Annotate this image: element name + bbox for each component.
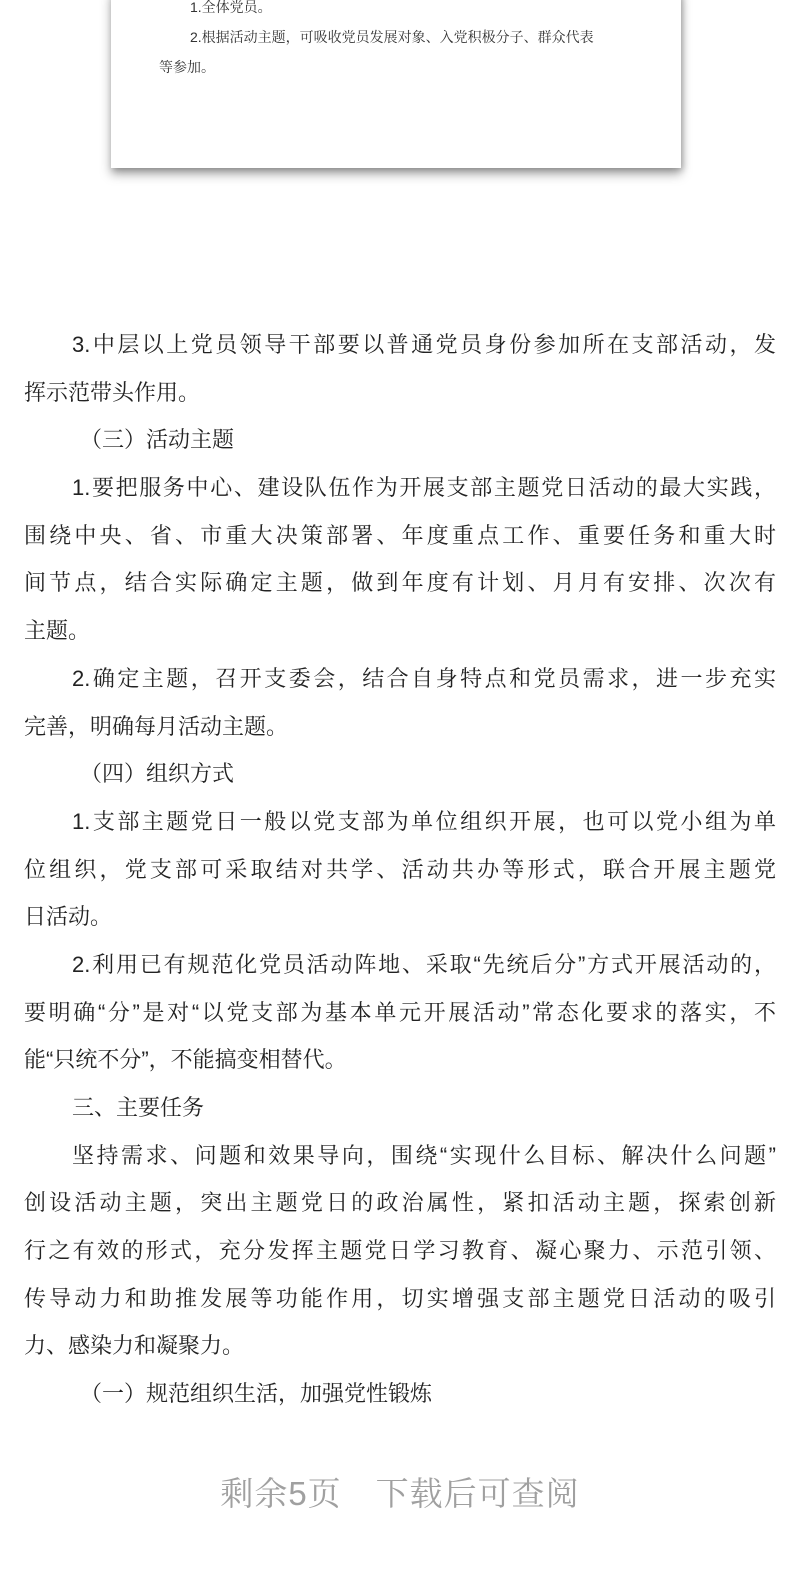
paragraph-line: 1.要把服务中心、建设队伍作为开展支部主题党日活动的最大实践， [72, 475, 776, 501]
paragraph-line: 2.利用已有规范化党员活动阵地、采取“先统后分”方式开展活动的， [72, 951, 776, 977]
paragraph-line: 主题。 [24, 618, 91, 644]
paragraph-line: 完善，明确每月活动主题。 [24, 713, 289, 739]
card-line: 1.全体党员。 [190, 0, 272, 15]
card-line: 2.根据活动主题，可吸收党员发展对象、入党积极分子、群众代表 [190, 29, 594, 45]
paragraph-line: 日活动。 [24, 904, 113, 930]
paragraph-line: （三）活动主题 [80, 427, 235, 453]
preview-page-card [111, 0, 681, 168]
document-body [24, 327, 776, 1424]
paragraph-line: 创设活动主题，突出主题党日的政治属性，紧扣活动主题，探索创新 [24, 1190, 776, 1216]
paragraph-line: 1.支部主题党日一般以党支部为单位组织开展，也可以党小组为单 [72, 808, 776, 834]
paragraph-line: 间节点，结合实际确定主题，做到年度有计划、月月有安排、次次有 [24, 570, 776, 596]
paragraph-line: 行之有效的形式，充分发挥主题党日学习教育、凝心聚力、示范引领、 [24, 1238, 776, 1264]
card-line: 等参加。 [159, 59, 215, 75]
paragraph-line: 坚持需求、问题和效果导向，围绕“实现什么目标、解决什么问题” [72, 1142, 776, 1168]
paragraph-line: 3.中层以上党员领导干部要以普通党员身份参加所在支部活动，发 [72, 332, 776, 357]
paragraph-line: 位组织，党支部可采取结对共学、活动共办等形式，联合开展主题党 [24, 856, 776, 882]
paragraph-line: 围绕中央、省、市重大决策部署、年度重点工作、重要任务和重大时 [24, 522, 776, 548]
download-prompt[interactable] [0, 1468, 800, 1515]
remaining-pages-label: 剩余5页 [220, 1475, 342, 1512]
paragraph-line: 挥示范带头作用。 [24, 379, 201, 405]
paragraph-line: 能“只统不分”，不能搞变相替代。 [24, 1047, 347, 1073]
paragraph-line: 传导动力和助推发展等功能作用，切实增强支部主题党日活动的吸引 [24, 1285, 776, 1311]
paragraph-line: 三、主要任务 [72, 1095, 205, 1120]
paragraph-line: 力、感染力和凝聚力。 [24, 1333, 245, 1359]
paragraph-line: 要明确“分”是对“以党支部为基本单元开展活动”常态化要求的落实，不 [24, 999, 776, 1025]
paragraph-line: （一）规范组织生活，加强党性锻炼 [80, 1381, 433, 1407]
download-to-view-label[interactable]: 下载后可查阅 [375, 1475, 580, 1512]
paragraph-line: （四）组织方式 [80, 761, 235, 787]
paragraph-line: 2.确定主题，召开支委会，结合自身特点和党员需求，进一步充实 [72, 665, 776, 691]
